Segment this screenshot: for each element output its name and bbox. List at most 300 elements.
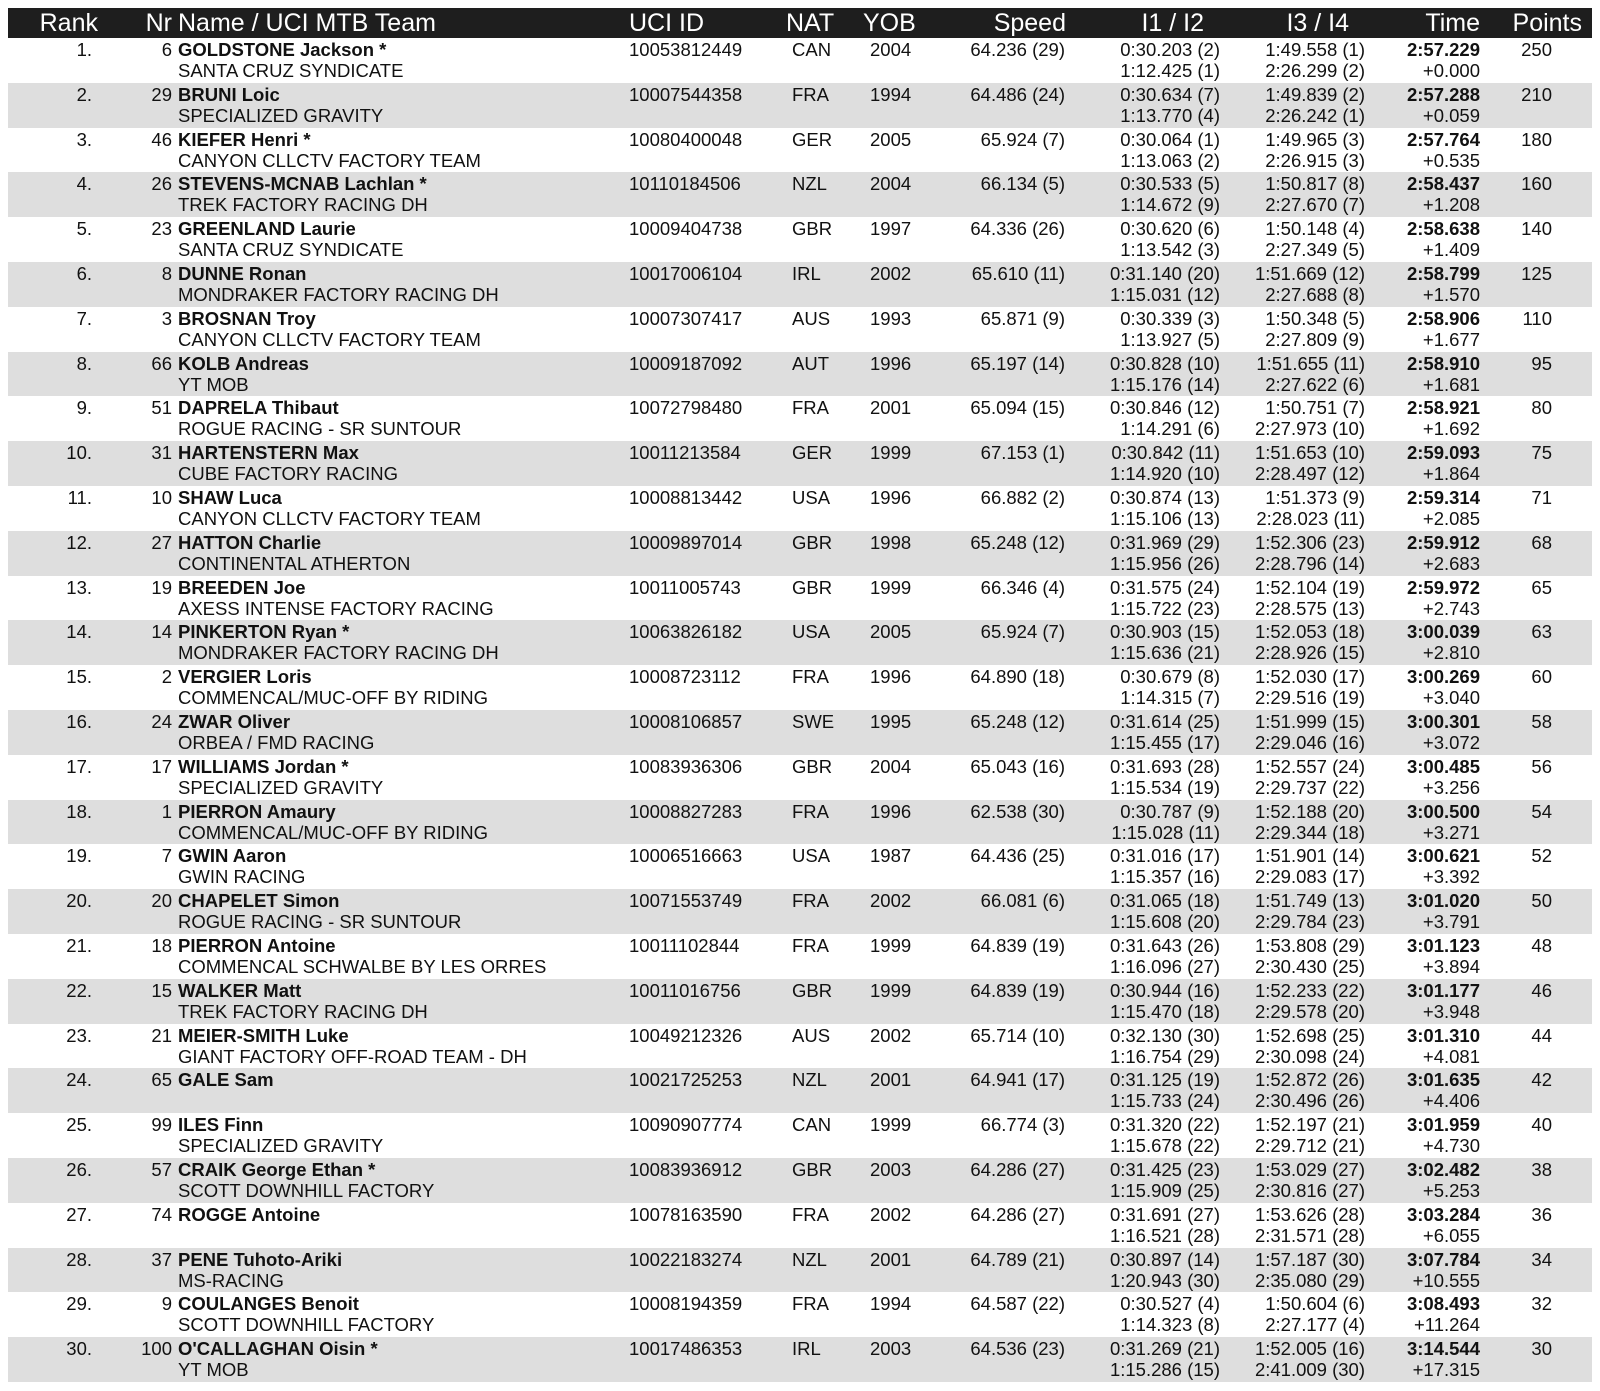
time-gap: +5.253 [1422,1179,1480,1201]
split-i2: 1:14.920 (10) [1109,463,1220,485]
finish-time: 2:58.910 [1406,352,1480,374]
team-name: MONDRAKER FACTORY RACING DH [178,642,499,664]
bib-number: 18 [151,934,172,956]
rank-cell: 10. [66,442,92,464]
split-i2: 1:15.534 (19) [1109,776,1220,798]
time-gap: +6.055 [1422,1224,1480,1246]
year-of-birth: 2003 [870,1338,912,1360]
rider-name: GOLDSTONE Jackson * [178,39,387,60]
split-i2: 1:14.323 (8) [1120,1314,1220,1336]
uci-id: 10022183274 [629,1248,743,1270]
uci-id: 10071553749 [629,890,743,912]
split-i4: 2:29.784 (23) [1254,911,1365,933]
finish-time: 2:59.314 [1406,486,1480,508]
split-i4: 2:30.098 (24) [1254,1045,1365,1067]
uci-id: 10080400048 [629,128,743,150]
split-i4: 2:27.349 (5) [1265,239,1365,261]
nationality: GBR [792,576,833,598]
uci-id: 10009897014 [629,531,743,553]
split-i4: 2:27.622 (6) [1265,373,1365,395]
time-gap: +4.730 [1422,1135,1480,1157]
table-row [8,1113,1592,1158]
uci-id: 10008106857 [629,710,743,732]
rank-cell: 23. [66,1024,92,1046]
finish-time: 2:59.972 [1406,576,1480,598]
table-row [8,1158,1592,1203]
bib-number: 26 [151,173,172,195]
time-gap: +1.692 [1422,418,1480,440]
split-i4: 2:30.496 (26) [1254,1090,1365,1112]
uci-id: 10110184506 [629,173,741,195]
finish-time: 3:01.959 [1406,1114,1480,1136]
split-i3: 1:52.872 (26) [1254,1069,1365,1091]
nationality: CAN [792,1114,832,1136]
table-row [8,844,1592,889]
nationality: AUT [792,352,829,374]
points-value: 42 [1531,1069,1552,1091]
table-row [8,1248,1592,1293]
team-name: MS-RACING [178,1269,284,1291]
team-name: COMMENCAL/MUC-OFF BY RIDING [178,821,489,843]
year-of-birth: 2001 [870,1248,912,1270]
rider-name: PINKERTON Ryan * [178,621,350,643]
rank-cell: 24. [66,1069,92,1091]
split-i3: 1:52.053 (18) [1254,621,1365,643]
year-of-birth: 1999 [870,934,912,956]
split-i1: 0:31.691 (27) [1109,1203,1220,1225]
points-value: 30 [1531,1338,1552,1360]
split-i4: 2:30.816 (27) [1254,1179,1365,1201]
split-i4: 2:28.497 (12) [1254,463,1365,485]
rank-cell: 13. [66,576,92,598]
split-i3: 1:52.557 (24) [1254,755,1365,777]
rider-name: SHAW Luca [178,486,282,508]
year-of-birth: 1996 [870,800,912,822]
nationality: NZL [792,173,827,195]
split-i3: 1:52.188 (20) [1254,800,1365,822]
split-i1: 0:30.897 (14) [1109,1248,1220,1270]
uci-id: 10083936912 [629,1158,743,1180]
points-value: 48 [1531,934,1552,956]
uci-id: 10053812449 [629,39,743,60]
finish-time: 3:14.544 [1406,1338,1480,1360]
team-name: GIANT FACTORY OFF-ROAD TEAM - DH [178,1045,527,1067]
points-value: 180 [1521,128,1552,150]
uci-id: 10011213584 [629,442,741,464]
points-value: 140 [1521,218,1552,240]
rider-name: GREENLAND Laurie [178,218,356,240]
rider-name: WALKER Matt [178,979,302,1001]
split-i4: 2:29.737 (22) [1254,776,1365,798]
table-row [8,934,1592,979]
header-yob: YOB [863,9,916,37]
table-row [8,1068,1592,1113]
split-i1: 0:30.533 (5) [1120,173,1220,195]
split-i2: 1:15.176 (14) [1109,373,1220,395]
split-i2: 1:14.291 (6) [1120,418,1220,440]
time-gap: +17.315 [1412,1359,1480,1381]
speed-value: 64.336 (26) [970,218,1065,240]
time-gap: +3.040 [1422,687,1480,709]
rider-name: ILES Finn [178,1114,264,1136]
bib-number: 100 [141,1338,172,1360]
rider-name: GALE Sam [178,1069,274,1091]
bib-number: 3 [161,307,172,329]
split-i2: 1:15.357 (16) [1109,866,1220,888]
time-gap: +2.683 [1422,552,1480,574]
split-i3: 1:52.698 (25) [1254,1024,1365,1046]
split-i4: 2:27.973 (10) [1254,418,1365,440]
bib-number: 15 [151,979,172,1001]
table-row [8,396,1592,441]
uci-id: 10011102844 [629,934,740,956]
year-of-birth: 2004 [870,173,912,195]
team-name: SPECIALIZED GRAVITY [178,1135,384,1157]
split-i4: 2:27.688 (8) [1265,283,1365,305]
points-value: 60 [1531,666,1552,688]
team-name: MONDRAKER FACTORY RACING DH [178,283,499,305]
split-i2: 1:13.770 (4) [1120,104,1220,126]
table-row [8,576,1592,621]
team-name: SPECIALIZED GRAVITY [178,104,384,126]
finish-time: 3:07.784 [1406,1248,1480,1270]
nationality: FRA [792,934,829,956]
points-value: 65 [1531,576,1552,598]
uci-id: 10017006104 [629,262,743,284]
speed-value: 65.924 (7) [980,128,1065,150]
time-gap: +3.894 [1422,955,1480,977]
year-of-birth: 2002 [870,1203,912,1225]
header-i1-i2: I1 / I2 [1141,9,1204,37]
year-of-birth: 1993 [870,307,912,329]
finish-time: 3:01.635 [1406,1069,1480,1091]
split-i1: 0:32.130 (30) [1109,1024,1220,1046]
nationality: CAN [792,39,832,60]
split-i1: 0:30.846 (12) [1109,397,1220,419]
time-gap: +11.264 [1413,1314,1480,1336]
time-gap: +3.948 [1422,1000,1480,1022]
finish-time: 3:00.621 [1406,845,1480,867]
team-name: SCOTT DOWNHILL FACTORY [178,1314,435,1336]
time-gap: +10.555 [1412,1269,1480,1291]
table-row [8,217,1592,262]
uci-id: 10008194359 [629,1293,743,1315]
year-of-birth: 2004 [870,755,912,777]
split-i3: 1:50.148 (4) [1265,218,1365,240]
points-value: 40 [1531,1114,1552,1136]
split-i4: 2:29.046 (16) [1254,731,1365,753]
speed-value: 64.839 (19) [970,934,1065,956]
rank-cell: 26. [66,1158,92,1180]
year-of-birth: 1999 [870,979,912,1001]
split-i2: 1:14.315 (7) [1120,687,1220,709]
split-i3: 1:49.558 (1) [1265,39,1365,60]
speed-value: 65.197 (14) [970,352,1065,374]
rank-cell: 12. [66,531,92,553]
team-name: YT MOB [178,373,249,395]
uci-id: 10009187092 [629,352,743,374]
rank-cell: 3. [76,128,92,150]
team-name: TREK FACTORY RACING DH [178,1000,428,1022]
split-i1: 0:31.614 (25) [1109,710,1220,732]
points-value: 34 [1531,1248,1552,1270]
split-i4: 2:26.915 (3) [1265,149,1365,171]
split-i3: 1:52.104 (19) [1254,576,1365,598]
bib-number: 57 [151,1158,172,1180]
split-i1: 0:30.828 (10) [1109,352,1220,374]
speed-value: 64.236 (29) [970,39,1065,60]
team-name: CONTINENTAL ATHERTON [178,552,411,574]
split-i4: 2:30.430 (25) [1254,955,1365,977]
finish-time: 3:01.310 [1406,1024,1480,1046]
team-name: YT MOB [178,1359,249,1381]
split-i3: 1:57.187 (30) [1254,1248,1365,1270]
rider-name: BREEDEN Joe [178,576,306,598]
uci-id: 10090907774 [629,1114,743,1136]
rank-cell: 11. [67,486,92,508]
header-nr: Nr [145,9,172,37]
rider-name: HATTON Charlie [178,531,322,553]
finish-time: 3:01.177 [1406,979,1480,1001]
time-gap: +3.271 [1422,821,1480,843]
bib-number: 1 [161,800,172,822]
points-value: 54 [1531,800,1552,822]
year-of-birth: 1997 [870,218,912,240]
finish-time: 2:58.799 [1406,262,1480,284]
rank-cell: 21. [66,934,92,956]
rank-cell: 17. [66,755,92,777]
split-i2: 1:13.927 (5) [1120,328,1220,350]
rank-cell: 2. [76,83,92,105]
rider-name: PIERRON Antoine [178,934,336,956]
finish-time: 3:08.493 [1406,1293,1480,1315]
finish-time: 2:59.093 [1406,442,1480,464]
bib-number: 51 [151,397,172,419]
rider-name: COULANGES Benoit [178,1293,359,1315]
finish-time: 2:58.638 [1406,218,1480,240]
uci-id: 10011016756 [629,979,741,1001]
finish-time: 3:01.020 [1406,890,1480,912]
split-i3: 1:52.197 (21) [1254,1114,1365,1136]
split-i3: 1:49.965 (3) [1265,128,1365,150]
nationality: GER [792,128,833,150]
speed-value: 64.890 (18) [970,666,1065,688]
points-value: 80 [1531,397,1552,419]
split-i2: 1:15.909 (25) [1109,1179,1220,1201]
split-i4: 2:28.023 (11) [1256,507,1365,529]
nationality: GBR [792,1158,833,1180]
header-uci-id: UCI ID [629,9,704,37]
table-row [8,889,1592,934]
points-value: 75 [1531,442,1552,464]
bib-number: 99 [151,1114,172,1136]
finish-time: 3:00.039 [1406,621,1480,643]
split-i1: 0:31.693 (28) [1109,755,1220,777]
uci-id: 10049212326 [629,1024,743,1046]
table-row [8,352,1592,397]
split-i4: 2:41.009 (30) [1254,1359,1365,1381]
finish-time: 3:00.301 [1406,710,1480,732]
split-i2: 1:15.455 (17) [1109,731,1220,753]
nationality: FRA [792,666,829,688]
split-i3: 1:50.817 (8) [1265,173,1365,195]
bib-number: 37 [151,1248,172,1270]
time-gap: +2.085 [1422,507,1480,529]
year-of-birth: 2003 [870,1158,912,1180]
points-value: 125 [1521,262,1552,284]
points-value: 63 [1531,621,1552,643]
rank-cell: 19. [66,845,92,867]
split-i4: 2:27.177 (4) [1265,1314,1365,1336]
year-of-birth: 2001 [870,397,912,419]
rider-name: O'CALLAGHAN Oisin * [178,1338,378,1360]
rider-name: ZWAR Oliver [178,710,291,732]
split-i2: 1:16.096 (27) [1109,955,1220,977]
time-gap: +1.208 [1422,194,1480,216]
speed-value: 65.248 (12) [970,531,1065,553]
uci-id: 10008827283 [629,800,743,822]
rider-name: KIEFER Henri * [178,128,311,150]
points-value: 50 [1531,890,1552,912]
rank-cell: 16. [66,710,92,732]
table-row [8,262,1592,307]
split-i3: 1:51.749 (13) [1254,890,1365,912]
team-name: COMMENCAL/MUC-OFF BY RIDING [178,687,489,709]
table-row [8,83,1592,128]
rider-name: STEVENS-MCNAB Lachlan * [178,173,427,195]
speed-value: 66.774 (3) [980,1114,1065,1136]
year-of-birth: 2001 [870,1069,912,1091]
speed-value: 64.839 (19) [970,979,1065,1001]
year-of-birth: 1998 [870,531,912,553]
split-i3: 1:51.669 (12) [1254,262,1365,284]
rank-cell: 15. [66,666,92,688]
speed-value: 62.538 (30) [970,800,1065,822]
split-i3: 1:51.901 (14) [1254,845,1365,867]
speed-value: 65.248 (12) [970,710,1065,732]
split-i1: 0:30.944 (16) [1109,979,1220,1001]
points-value: 160 [1521,173,1552,195]
uci-id: 10072798480 [629,397,743,419]
header-points: Points [1512,9,1582,37]
bib-number: 9 [161,1293,172,1315]
header-speed: Speed [993,9,1066,37]
team-name: CANYON CLLCTV FACTORY TEAM [178,507,481,529]
bib-number: 14 [151,621,172,643]
split-i2: 1:15.031 (12) [1109,283,1220,305]
bib-number: 7 [161,845,172,867]
bib-number: 31 [151,442,172,464]
split-i4: 2:31.571 (28) [1254,1224,1365,1246]
split-i1: 0:31.425 (23) [1109,1158,1220,1180]
bib-number: 20 [151,890,172,912]
finish-time: 2:57.288 [1406,83,1480,105]
team-name: CUBE FACTORY RACING [178,463,398,485]
nationality: GER [792,442,833,464]
split-i3: 1:50.604 (6) [1265,1293,1365,1315]
speed-value: 64.286 (27) [970,1158,1065,1180]
team-name: TREK FACTORY RACING DH [178,194,428,216]
team-name: GWIN RACING [178,866,306,888]
table-row [8,620,1592,665]
split-i1: 0:30.842 (11) [1111,442,1220,464]
year-of-birth: 1995 [870,710,912,732]
header-i3-i4: I3 / I4 [1286,9,1349,37]
table-row [8,665,1592,710]
time-gap: +3.392 [1422,866,1480,888]
split-i1: 0:30.679 (8) [1120,666,1220,688]
team-name: SANTA CRUZ SYNDICATE [178,239,404,261]
time-gap: +1.681 [1422,373,1480,395]
split-i4: 2:26.242 (1) [1265,104,1365,126]
speed-value: 66.134 (5) [980,173,1065,195]
rider-name: VERGIER Loris [178,666,312,688]
split-i1: 0:30.903 (15) [1109,621,1220,643]
header-nat: NAT [786,9,835,37]
points-value: 95 [1531,352,1552,374]
team-name: ROGUE RACING - SR SUNTOUR [178,911,462,933]
split-i3: 1:51.655 (11) [1256,352,1365,374]
rank-cell: 29. [66,1293,92,1315]
nationality: FRA [792,890,829,912]
results-table-body [8,38,1592,1382]
split-i4: 2:29.516 (19) [1254,687,1365,709]
split-i1: 0:31.140 (20) [1109,262,1220,284]
time-gap: +1.677 [1422,328,1480,350]
split-i3: 1:49.839 (2) [1265,83,1365,105]
rider-name: GWIN Aaron [178,845,287,867]
speed-value: 64.536 (23) [970,1338,1065,1360]
team-name: CANYON CLLCTV FACTORY TEAM [178,149,481,171]
time-gap: +1.864 [1422,463,1480,485]
split-i2: 1:14.672 (9) [1120,194,1220,216]
bib-number: 8 [161,262,172,284]
uci-id: 10017486353 [629,1338,743,1360]
split-i1: 0:30.874 (13) [1109,486,1220,508]
rider-name: DAPRELA Thibaut [178,397,339,419]
time-gap: +2.810 [1422,642,1480,664]
split-i2: 1:15.722 (23) [1109,597,1220,619]
time-gap: +3.072 [1422,731,1480,753]
table-row [8,800,1592,845]
uci-id: 10007307417 [629,307,743,329]
rider-name: CHAPELET Simon [178,890,340,912]
time-gap: +2.743 [1422,597,1480,619]
split-i3: 1:51.999 (15) [1254,710,1365,732]
bib-number: 46 [151,128,172,150]
split-i4: 2:28.575 (13) [1254,597,1365,619]
rank-cell: 5. [76,218,92,240]
finish-time: 2:58.921 [1406,397,1480,419]
table-row [8,128,1592,173]
bib-number: 6 [161,39,172,60]
year-of-birth: 1999 [870,576,912,598]
rider-name: KOLB Andreas [178,352,309,374]
time-gap: +3.256 [1422,776,1480,798]
finish-time: 2:59.912 [1406,531,1480,553]
table-row [8,172,1592,217]
bib-number: 2 [161,666,172,688]
split-i2: 1:15.608 (20) [1109,911,1220,933]
uci-id: 10011005743 [629,576,741,598]
nationality: GBR [792,979,833,1001]
split-i2: 1:16.521 (28) [1109,1224,1220,1246]
split-i2: 1:15.028 (11) [1111,821,1220,843]
nationality: GBR [792,218,833,240]
rank-cell: 27. [66,1203,92,1225]
split-i4: 2:27.809 (9) [1265,328,1365,350]
speed-value: 66.081 (6) [980,890,1065,912]
